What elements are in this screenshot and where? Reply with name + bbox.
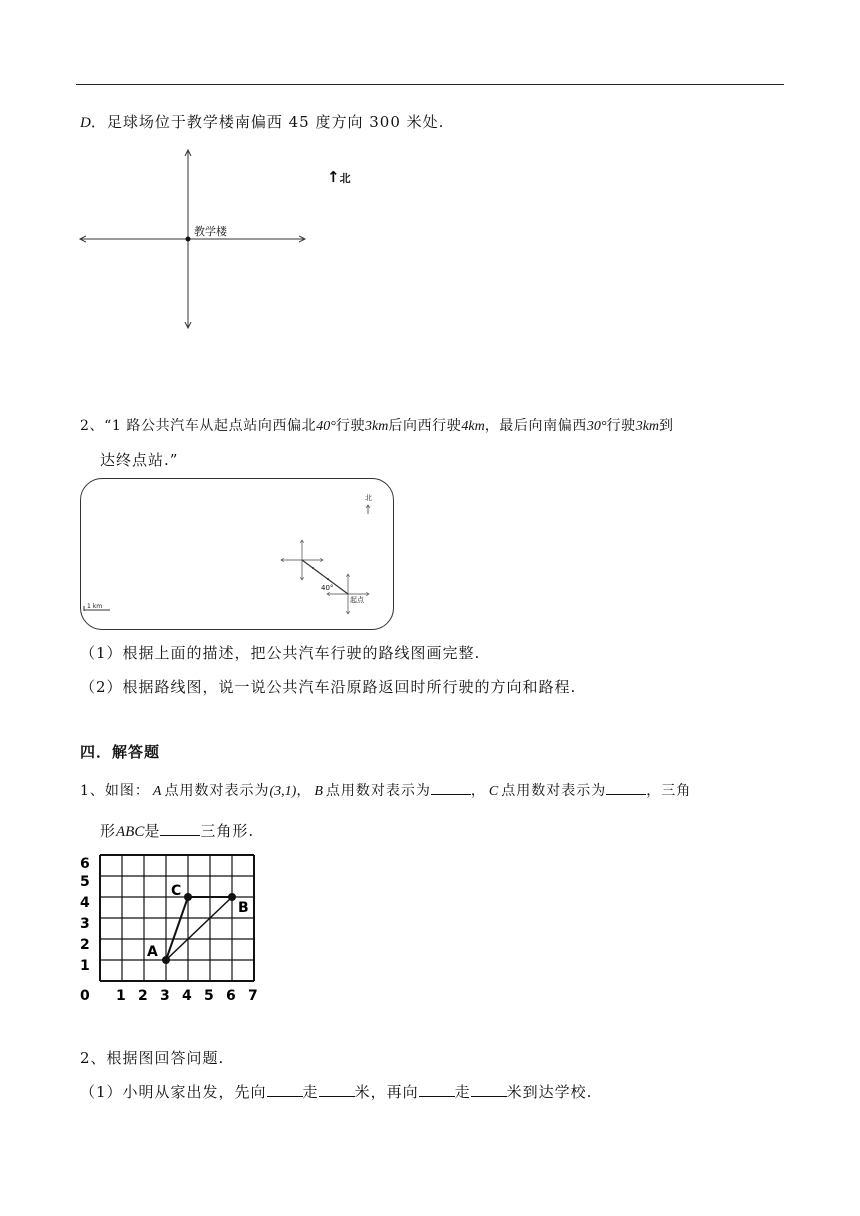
q4-2-text-3: 米，再向 [354,1083,419,1101]
x-tick-label: 0 [80,988,90,1004]
y-tick-label: 6 [80,856,90,872]
q2-text-3: 后向西行驶 [388,418,462,434]
q4-2-sub-1 [80,1082,592,1102]
x-tick-label: 4 [182,988,192,1004]
point-c-dot [184,893,192,901]
q2-sub-1-text: （1）根据上面的描述，把公共汽车行驶的路线图画完整. [80,644,481,662]
y-tick-label: 5 [80,874,90,890]
segment-ac [166,897,188,960]
q4-1-text-9: 三角形. [200,822,255,840]
compass-center-label: 教学楼 [194,225,227,238]
y-tick-label: 4 [80,895,90,911]
q2-text-5: 行驶 [606,418,636,434]
y-tick-label: 2 [80,937,90,953]
q4-1-line1 [80,780,691,802]
coordinate-grid [74,846,274,1006]
compass-diagram [70,140,370,340]
segment-ab [166,897,232,960]
q4-1-point-a: A [152,784,162,799]
q4-1-pair-a: (3,1) [269,784,297,799]
header-rule [76,84,784,85]
route-north-label: 北 [365,494,372,502]
x-tick-label: 6 [226,988,236,1004]
answer-blank-dir-1[interactable] [267,1082,303,1097]
q4-2-text: 2、根据图回答问题. [80,1049,225,1067]
q2-unit-3: km [642,419,660,434]
q2-sub-2-text: （2）根据路线图，说一说公共汽车沿原路返回时所行驶的方向和路程. [80,678,577,696]
q2-text-6: 到 [659,418,674,434]
q4-1-text-1: 点用数对表示为 [164,783,270,799]
q4-1-point-b: B [314,784,323,799]
q2-text-1: “1 路公共汽车从起点站向西偏北 [104,418,317,434]
point-a-label: A [147,944,158,960]
q4-1-number: 1、如图： [80,783,150,799]
point-b-dot [228,893,236,901]
route-dot-1 [312,567,314,569]
q2-number: 2、 [80,418,105,434]
answer-blank-b[interactable] [431,780,471,795]
north-indicator [327,168,351,186]
q4-1-text-4: ， [470,783,486,799]
q4-1-line2 [100,821,254,842]
x-tick-label: 3 [160,988,170,1004]
q4-1-text-2: ， [296,783,312,799]
q2-sub-1 [80,643,480,663]
point-a-dot [162,956,170,964]
q2-dist-1: 3 [365,419,373,434]
q4-2-title [80,1048,224,1068]
grid-lines [100,855,254,981]
route-start-label: 起点 [350,596,364,604]
q2-text-7: 达终点站.” [100,451,179,469]
q4-1-text-3: 点用数对表示为 [325,783,431,799]
north-arrow-icon: ↑ [327,168,340,186]
q4-2-text-5: 米到达学校. [506,1083,593,1101]
point-b-label: B [238,900,249,916]
q2-angle-2: 30° [586,419,607,434]
option-d-text: ．足球场位于教学楼南偏西 45 度方向 300 米处. [90,113,445,131]
y-tick-label: 1 [80,958,90,974]
route-angle-label: 40° [321,584,334,592]
answer-blank-c[interactable] [606,780,646,795]
x-tick-label: 7 [248,988,258,1004]
point-c-label: C [171,883,182,899]
q4-2-text-2: 走 [302,1083,319,1101]
compass-center-dot [186,237,191,242]
q4-2-text-1: （1）小明从家出发，先向 [80,1083,267,1101]
q2-dist-2: 4 [461,419,469,434]
scale-label: 1 km [87,603,103,610]
question-2-line2 [100,450,178,470]
q4-1-point-c: C [488,784,499,799]
option-d-letter: D [80,115,91,131]
x-tick-label: 1 [116,988,126,1004]
q4-1-text-7: 形 [100,822,117,840]
route-diagram [80,478,394,630]
q2-unit-1: km [372,419,389,434]
q4-1-text-6: ，三角 [646,783,692,799]
route-dot-2 [327,578,329,580]
q4-1-triangle: ABC [116,824,145,840]
q2-sub-2 [80,677,576,697]
x-tick-label: 5 [204,988,214,1004]
q4-2-text-4: 走 [454,1083,471,1101]
question-2-line1 [80,416,674,437]
section-4-title [80,742,160,762]
option-d-line [80,112,444,133]
q2-angle-1: 40° [316,419,336,434]
q2-text-4: ，最后向南偏西 [484,418,587,434]
y-tick-label: 3 [80,916,90,932]
q2-text-2: 行驶 [335,418,366,434]
section-4-title-text: 四．解答题 [80,743,161,761]
answer-blank-dist-1[interactable] [319,1082,355,1097]
x-tick-label: 2 [138,988,148,1004]
q4-1-text-5: 点用数对表示为 [501,783,607,799]
answer-blank-triangle[interactable] [160,821,200,836]
q4-1-text-8: 是 [144,822,161,840]
answer-blank-dist-2[interactable] [471,1082,507,1097]
q2-unit-2: km [468,419,485,434]
north-label: 北 [339,172,351,185]
answer-blank-dir-2[interactable] [419,1082,455,1097]
q2-dist-3: 3 [635,419,643,434]
